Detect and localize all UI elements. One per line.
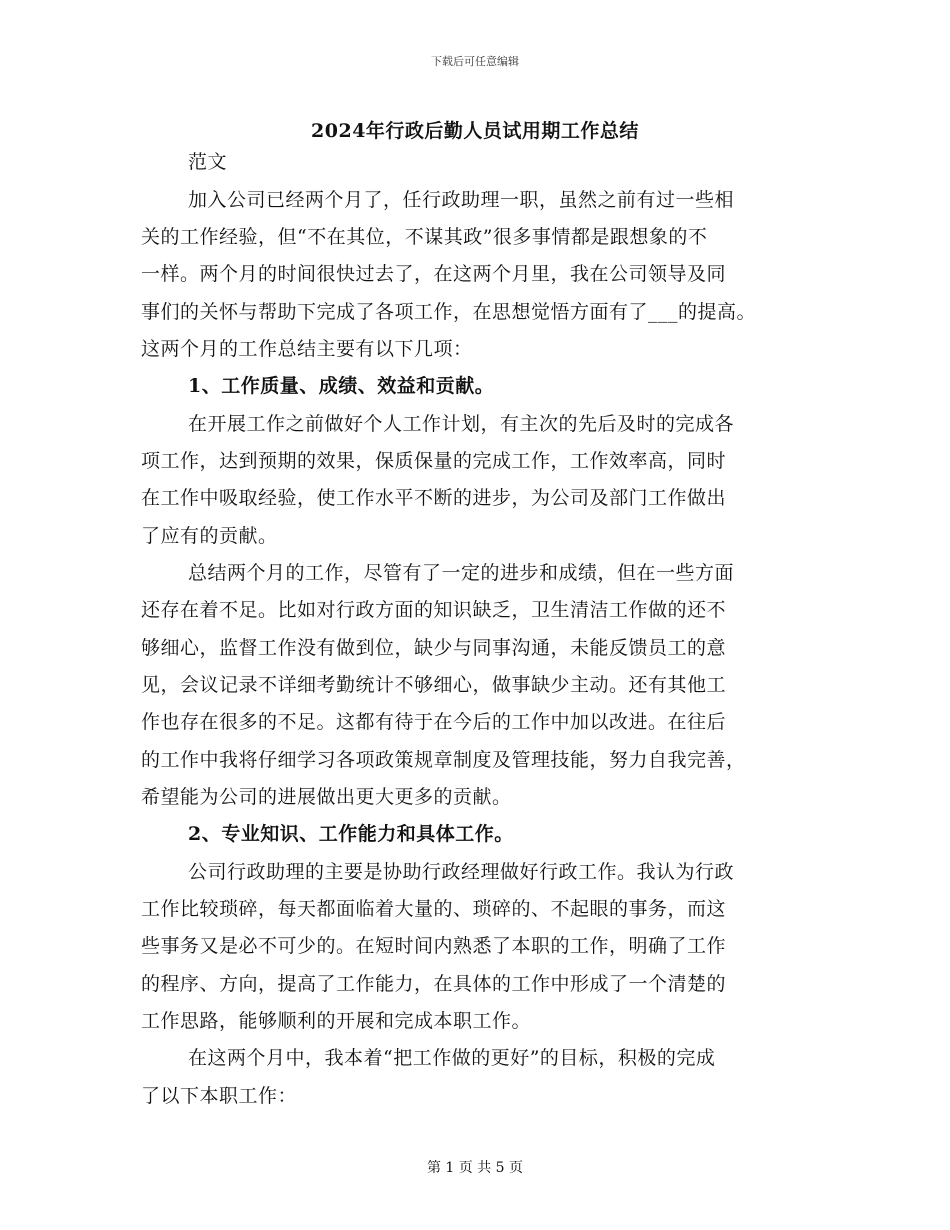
text-line: 事们的关怀与帮助下完成了各项工作，在思想觉悟方面有了___的提高。: [141, 301, 757, 323]
text-line: 范文: [188, 151, 228, 173]
text-line: 项工作，达到预期的效果，保质保量的完成工作，工作效率高，同时: [141, 450, 727, 472]
text-line: 在这两个月中，我本着“把工作做的更好”的目标，积极的完成: [188, 1047, 716, 1069]
text-line: 够细心，监督工作没有做到位，缺少与同事沟通，未能反馈员工的意: [141, 637, 727, 659]
page-number: 第 1 页 共 5 页: [426, 1160, 524, 1176]
text-line: 加入公司已经两个月了，任行政助理一职，虽然之前有过一些相: [188, 189, 735, 211]
section-heading: 1、工作质量、成绩、效益和贡献。: [188, 375, 495, 397]
text-line: 总结两个月的工作，尽管有了一定的进步和成绩，但在一些方面: [188, 562, 735, 584]
text-line: 关的工作经验，但“不在其位，不谋其政”很多事情都是跟想象的不: [141, 226, 708, 248]
text-line: 公司行政助理的主要是协助行政经理做好行政工作。我认为行政: [188, 861, 735, 883]
document-title: 2024年行政后勤人员试用期工作总结: [311, 120, 639, 142]
text-line: 工作比较琐碎，每天都面临着大量的、琐碎的、不起眼的事务，而这: [141, 898, 727, 920]
text-line: 工作思路，能够顺利的开展和完成本职工作。: [141, 1010, 532, 1032]
text-line: 这两个月的工作总结主要有以下几项：: [141, 338, 473, 360]
text-line: 了应有的贡献。: [141, 525, 278, 547]
text-line: 希望能为公司的进展做出更大更多的贡献。: [141, 786, 512, 808]
text-line: 作也存在很多的不足。这都有待于在今后的工作中加以改进。在往后: [141, 711, 727, 733]
text-line: 的工作中我将仔细学习各项政策规章制度及管理技能，努力自我完善，: [141, 749, 746, 771]
text-line: 一样。两个月的时间很快过去了，在这两个月里，我在公司领导及同: [141, 263, 727, 285]
text-line: 的程序、方向，提高了工作能力，在具体的工作中形成了一个清楚的: [141, 973, 727, 995]
text-line: 在开展工作之前做好个人工作计划，有主次的先后及时的完成各: [188, 413, 735, 435]
text-line: 在工作中吸取经验，使工作水平不断的进步，为公司及部门工作做出: [141, 487, 727, 509]
text-line: 见，会议记录不详细考勤统计不够细心，做事缺少主动。还有其他工: [141, 674, 727, 696]
section-heading: 2、专业知识、工作能力和具体工作。: [188, 823, 514, 845]
text-line: 了以下本职工作：: [141, 1085, 298, 1107]
header-note: 下载后可任意编辑: [431, 55, 519, 68]
text-line: 还存在着不足。比如对行政方面的知识缺乏，卫生清洁工作做的还不: [141, 599, 727, 621]
text-line: 些事务又是必不可少的。在短时间内熟悉了本职的工作，明确了工作: [141, 935, 727, 957]
